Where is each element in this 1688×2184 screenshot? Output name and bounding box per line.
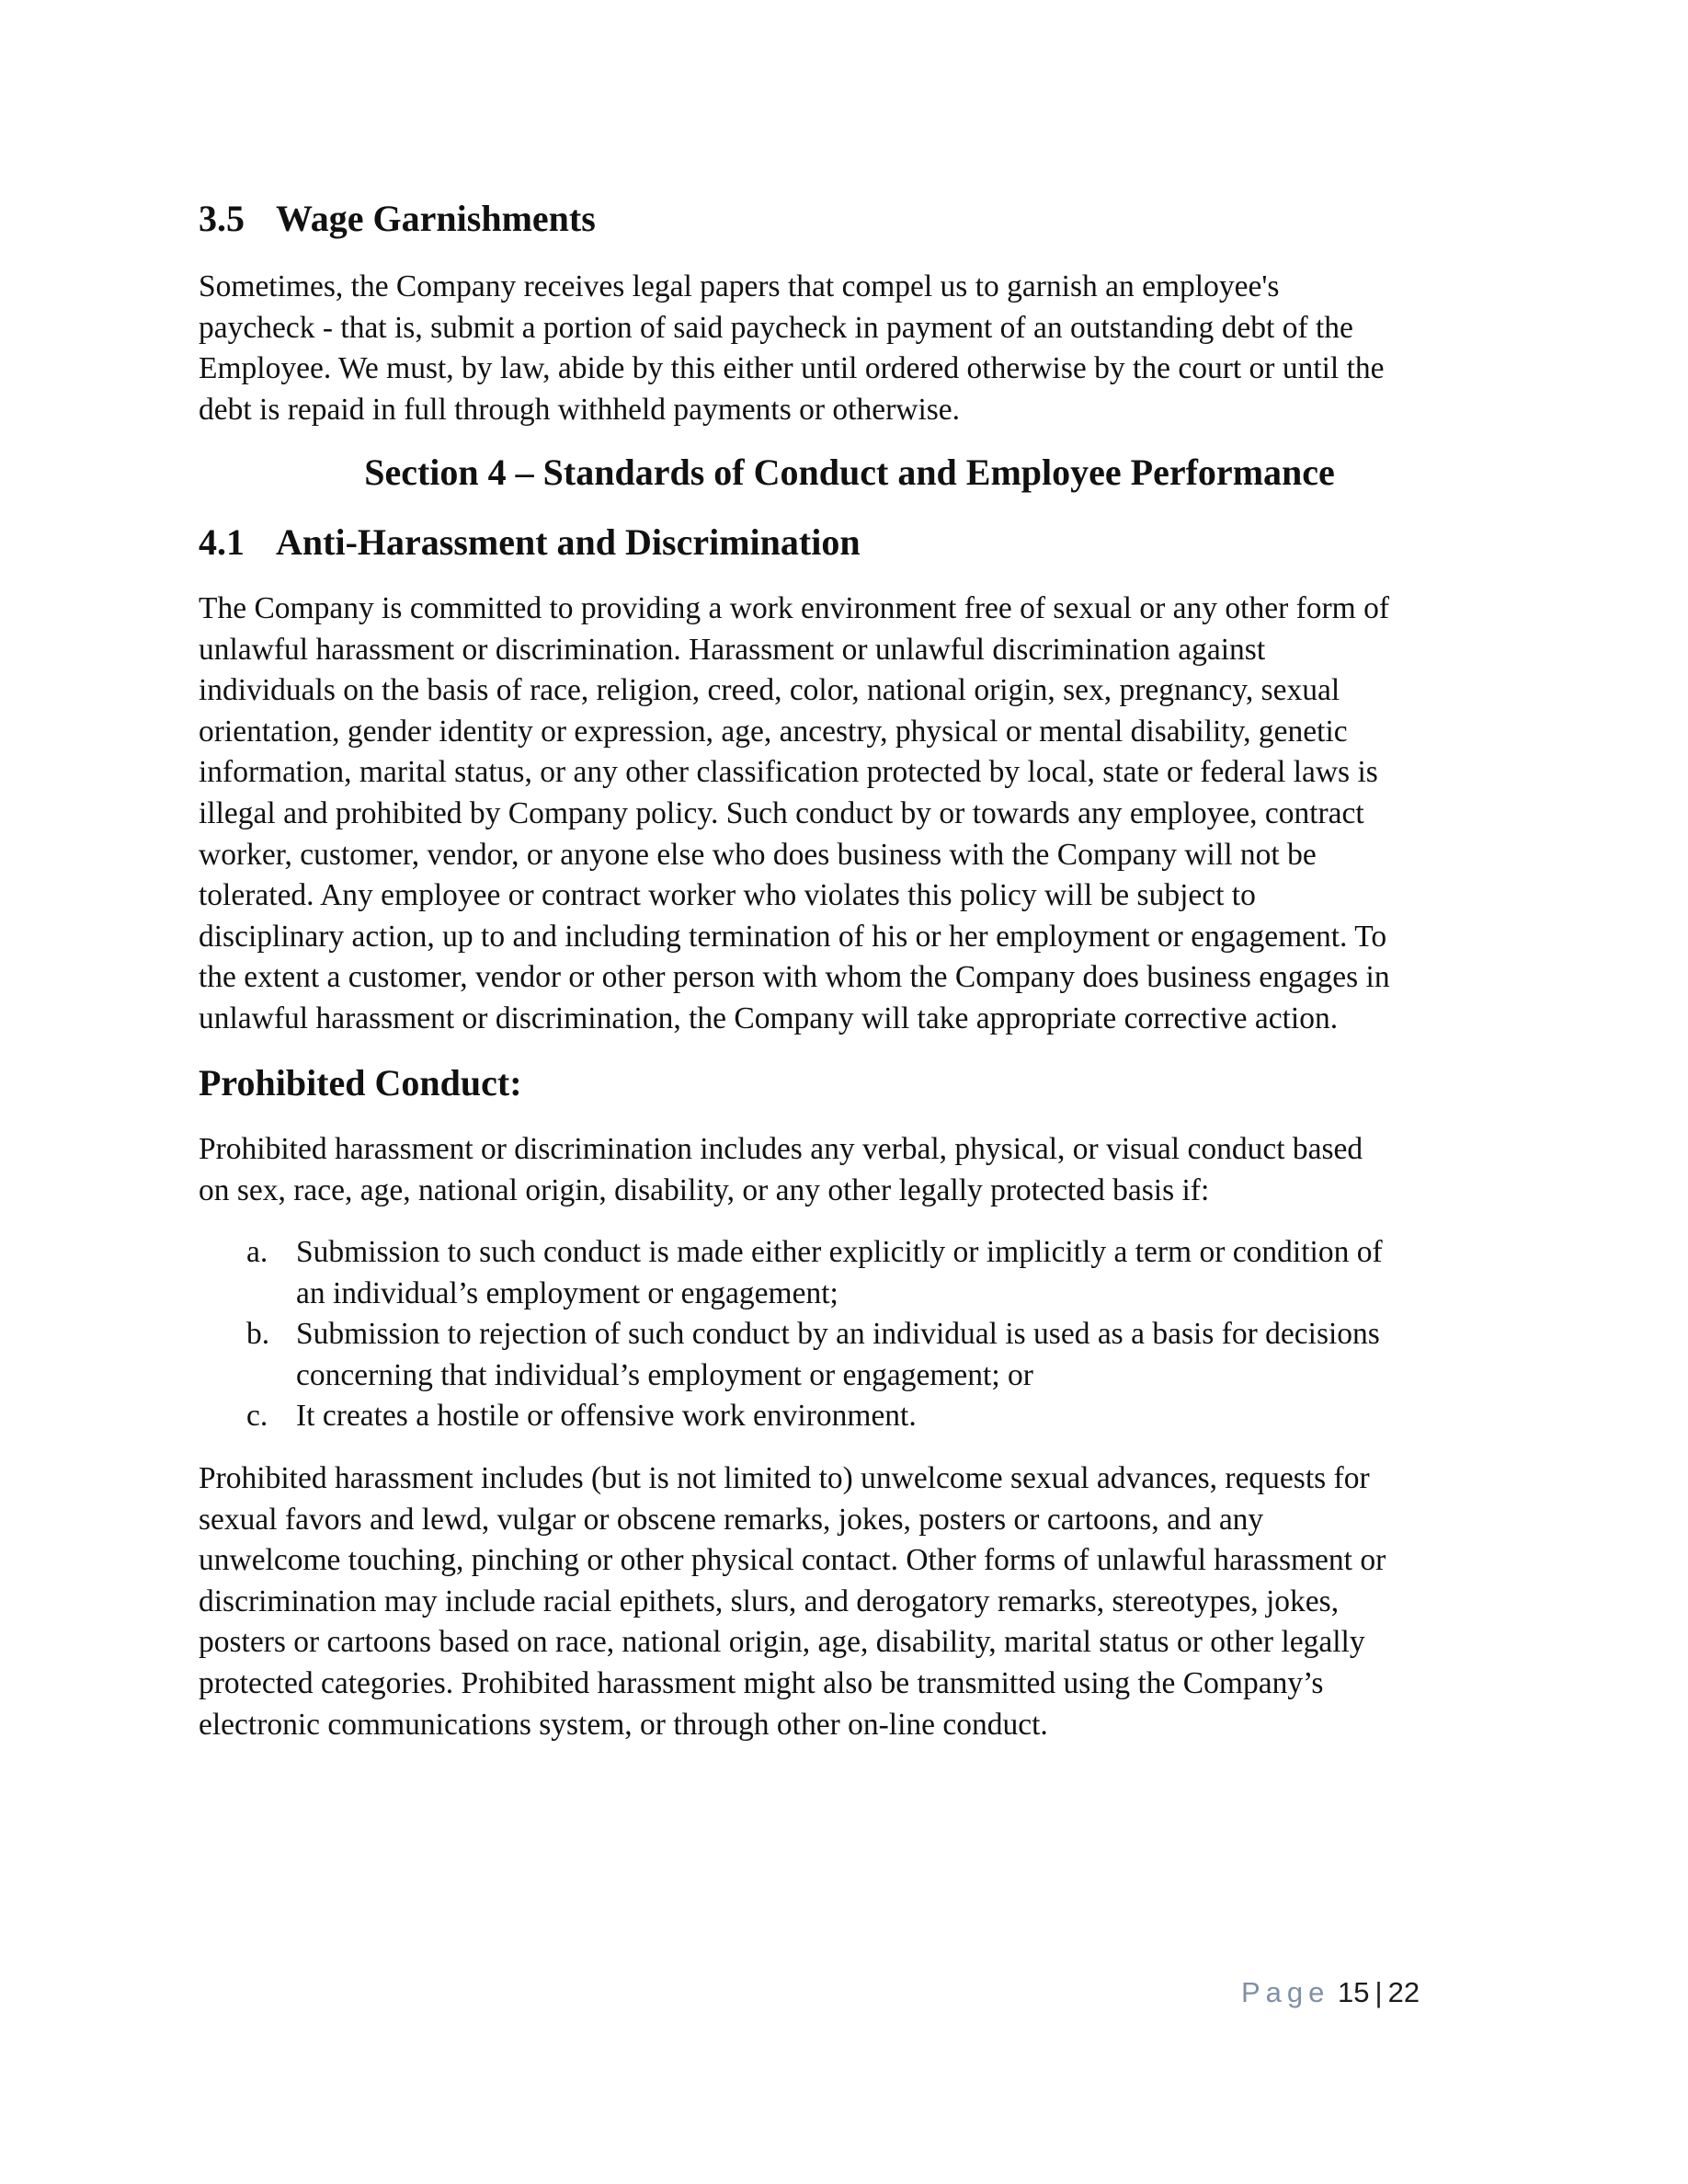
paragraph-line: worker, customer, vendor, or anyone else who does business with the Company will not be [199, 837, 1317, 872]
list-marker: c. [246, 1399, 268, 1434]
list-marker: a. [246, 1235, 268, 1269]
page-word: Page [1241, 1976, 1330, 2008]
section-3-5-heading [199, 197, 596, 241]
paragraph-line: information, marital status, or any other classification protected by local, state or federal laws is [199, 755, 1378, 790]
paragraph-line: sexual favors and lewd, vulgar or obscene remarks, jokes, posters or cartoons, and any [199, 1502, 1264, 1537]
list-item [199, 1396, 1500, 1437]
list-item-line: concerning that individual’s employment or engagement; or [296, 1357, 1033, 1392]
paragraph-line: orientation, gender identity or expression, age, ancestry, physical or mental disability, genetic [199, 714, 1348, 749]
paragraph-line: the extent a customer, vendor or other person with whom the Company does business engages in [199, 960, 1390, 995]
section-4-1-paragraph [199, 589, 1500, 1040]
paragraph-line: Sometimes, the Company receives legal papers that compel us to garnish an employee's [199, 269, 1280, 303]
paragraph-line: protected categories. Prohibited harassment might also be transmitted using the Company’s [199, 1665, 1324, 1700]
list-item [199, 1232, 1500, 1314]
paragraph-line: unwelcome touching, pinching or other physical contact. Other forms of unlawful harassment or [199, 1543, 1386, 1578]
paragraph-line: illegal and prohibited by Company policy. Such conduct by or towards any employee, contract [199, 795, 1364, 830]
prohibited-conduct-intro [199, 1129, 1500, 1211]
paragraph-line: debt is repaid in full through withheld payments or otherwise. [199, 392, 961, 427]
list-item-line: It creates a hostile or offensive work environment. [296, 1399, 917, 1434]
paragraph-line: The Company is committed to providing a work environment free of sexual or any other form of [199, 591, 1390, 625]
paragraph-line: on sex, race, age, national origin, disability, or any other legally protected basis if: [199, 1172, 1210, 1207]
page-footer [1241, 1975, 1420, 2009]
paragraph-line: disciplinary action, up to and including termination of his or her employment or engagement. To [199, 919, 1387, 954]
paragraph-line: unlawful harassment or discrimination. Harassment or unlawful discrimination against [199, 632, 1266, 667]
list-item [199, 1314, 1500, 1396]
paragraph-line: unlawful harassment or discrimination, the Company will take appropriate corrective action. [199, 1001, 1339, 1035]
section-4-1-heading [199, 520, 861, 565]
section-3-5-paragraph [199, 267, 1500, 430]
section-4-1-number: 4.1 [199, 521, 245, 563]
list-item-line: an individual’s employment or engagement; [296, 1275, 838, 1310]
paragraph-line: discrimination may include racial epithets, slurs, and derogatory remarks, stereotypes, jokes, [199, 1584, 1340, 1618]
total-pages: 22 [1387, 1976, 1420, 2008]
section-4-title: Section 4 – Standards of Conduct and Employee Performance [364, 452, 1335, 493]
page-separator: | [1374, 1976, 1383, 2008]
prohibited-conduct-list [199, 1232, 1500, 1437]
paragraph-line: Prohibited harassment includes (but is not limited to) unwelcome sexual advances, requests for [199, 1461, 1370, 1495]
section-3-5-number: 3.5 [199, 198, 245, 239]
prohibited-conduct-closing [199, 1458, 1500, 1745]
list-item-line: Submission to rejection of such conduct by an individual is used as a basis for decisions [296, 1317, 1380, 1352]
list-marker: b. [246, 1317, 270, 1352]
paragraph-line: Prohibited harassment or discrimination includes any verbal, physical, or visual conduct based [199, 1132, 1363, 1166]
page-number: 15 [1338, 1976, 1370, 2008]
paragraph-line: paycheck - that is, submit a portion of said paycheck in payment of an outstanding debt of the [199, 310, 1353, 345]
prohibited-conduct-heading: Prohibited Conduct: [199, 1062, 522, 1103]
paragraph-line: electronic communications system, or through other on-line conduct. [199, 1707, 1048, 1742]
paragraph-line: individuals on the basis of race, religion, creed, color, national origin, sex, pregnancy, sexual [199, 673, 1340, 708]
list-item-line: Submission to such conduct is made either explicitly or implicitly a term or condition of [296, 1235, 1383, 1269]
paragraph-line: posters or cartoons based on race, national origin, age, disability, marital status or other legally [199, 1625, 1365, 1660]
section-3-5-title: Wage Garnishments [276, 198, 596, 239]
paragraph-line: tolerated. Any employee or contract worker who violates this policy will be subject to [199, 878, 1256, 913]
section-4-1-title: Anti-Harassment and Discrimination [276, 521, 861, 563]
paragraph-line: Employee. We must, by law, abide by this either until ordered otherwise by the court or until the [199, 351, 1385, 386]
